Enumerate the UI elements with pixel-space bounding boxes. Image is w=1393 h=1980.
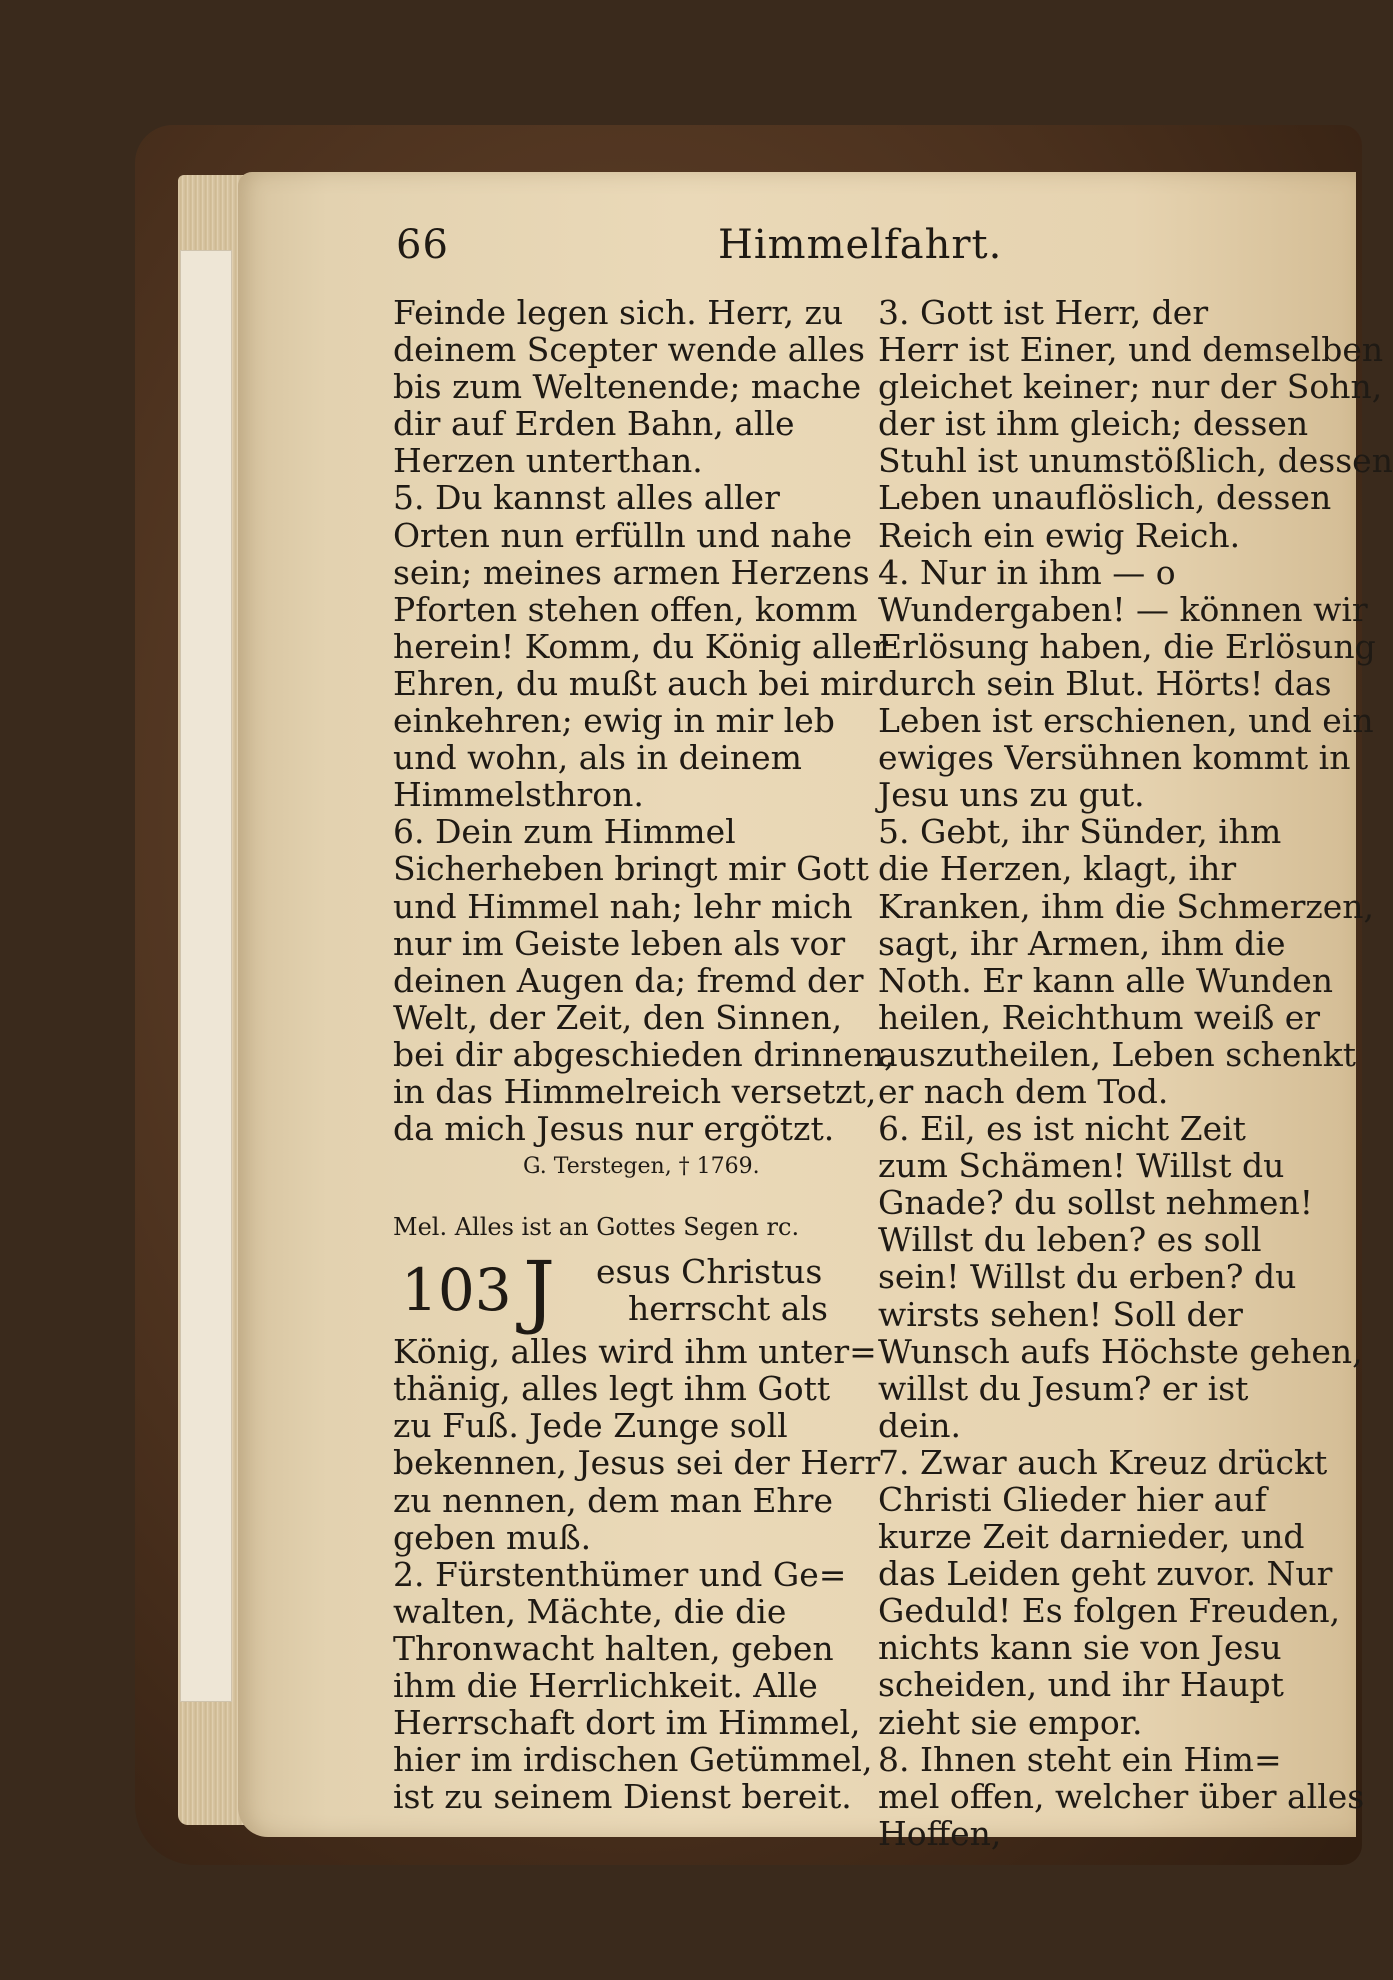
text-line: auszutheilen, Leben schenkt <box>878 1034 1356 1074</box>
text-line: gleichet keiner; nur der Sohn, <box>878 367 1383 407</box>
text-line: Leben unauflöslich, dessen <box>878 478 1332 518</box>
text-line: sagt, ihr Armen, ihm die <box>878 923 1286 963</box>
drop-cap: J <box>523 1244 556 1338</box>
text-line: 5. Gebt, ihr Sünder, ihm <box>878 812 1282 852</box>
text-line: mel offen, welcher über alles <box>878 1776 1365 1816</box>
text-line: ist zu seinem Dienst bereit. <box>393 1777 852 1817</box>
text-line: Christi Glieder hier auf <box>878 1480 1267 1519</box>
text-line: Reich ein ewig Reich. <box>878 515 1241 555</box>
text-line: nur im Geiste leben als vor <box>393 923 846 963</box>
text-line: durch sein Blut. Hörts! das <box>878 663 1332 703</box>
text-line: nichts kann sie von Jesu <box>878 1628 1282 1668</box>
text-line: Noth. Er kann alle Wunden <box>878 960 1334 1000</box>
right-text-block <box>878 293 1393 1853</box>
author-attribution: G. Terstegen, † 1769. <box>523 1154 760 1180</box>
text-line: Gnade? du sollst nehmen! <box>878 1183 1313 1223</box>
text-line: Feinde legen sich. Herr, zu <box>393 293 844 332</box>
page-number: 66 <box>396 222 449 268</box>
running-title: Himmelfahrt. <box>718 222 1003 268</box>
text-line: und Himmel nah; lehr mich <box>393 886 853 926</box>
text-line: deinen Augen da; fremd der <box>393 960 864 1000</box>
text-line: 6. Eil, es ist nicht Zeit <box>878 1109 1246 1149</box>
text-line: Ehren, du mußt auch bei mir <box>393 663 878 703</box>
text-line: heilen, Reichthum weiß er <box>878 997 1321 1037</box>
text-line: Wunsch aufs Höchste gehen, <box>878 1331 1363 1371</box>
text-line: einkehren; ewig in mir leb <box>393 701 835 741</box>
book-page <box>238 172 1393 1853</box>
text-line: Welt, der Zeit, den Sinnen, <box>393 997 843 1037</box>
text-line: ihm die Herrlichkeit. Alle <box>393 1666 818 1705</box>
text-line: Stuhl ist unumstößlich, dessen <box>878 441 1393 481</box>
text-line: Leben ist erschienen, und ein <box>878 701 1374 741</box>
text-line: 7. Zwar auch Kreuz drückt <box>878 1442 1328 1482</box>
text-line: zieht sie empor. <box>878 1702 1143 1742</box>
melody-note: Mel. Alles ist an Gottes Segen rc. <box>393 1213 800 1242</box>
text-line: sein; meines armen Herzens <box>393 552 870 592</box>
text-line: Herzen unterthan. <box>393 441 703 481</box>
right-column <box>878 293 1393 1853</box>
text-line: 3. Gott ist Herr, der <box>878 293 1209 332</box>
text-line: Geduld! Es folgen Freuden, <box>878 1591 1341 1631</box>
text-line: 2. Fürstenthümer und Ge= <box>393 1554 847 1594</box>
text-line: dein. <box>878 1405 961 1445</box>
text-line: er nach dem Tod. <box>878 1071 1169 1111</box>
page-header <box>238 222 1356 282</box>
text-line: in das Himmelreich versetzt, <box>393 1071 877 1111</box>
text-line: bekennen, Jesus sei der Herr <box>393 1443 881 1483</box>
hymn-first-lines <box>588 1253 858 1327</box>
text-line: Orten nun erfülln und nahe <box>393 515 853 555</box>
paper-insert <box>180 250 232 1702</box>
text-line: sein! Willst du erben? du <box>878 1257 1297 1297</box>
text-line: ewiges Versühnen kommt in <box>878 738 1351 778</box>
text-line: zu Fuß. Jede Zunge soll <box>393 1406 788 1446</box>
text-line: bis zum Weltenende; mache <box>393 367 862 407</box>
text-line: 5. Du kannst alles aller <box>393 478 780 518</box>
text-line: 6. Dein zum Himmel <box>393 812 736 852</box>
text-line: Hoffen, <box>878 1813 1002 1853</box>
text-line: walten, Mächte, die die <box>393 1591 787 1631</box>
text-line: 4. Nur in ihm — o <box>878 552 1176 592</box>
text-line: herrscht als <box>628 1289 828 1329</box>
text-line: Thronwacht halten, geben <box>393 1628 834 1668</box>
text-line: dir auf Erden Bahn, alle <box>393 404 795 444</box>
text-line: zum Schämen! Willst du <box>878 1146 1285 1186</box>
hymn-number: 103 <box>401 1256 512 1325</box>
text-line: herein! Komm, du König aller <box>393 626 888 666</box>
text-line: Sicherheben bringt mir Gott <box>393 849 869 889</box>
text-line: geben muß. <box>393 1517 592 1557</box>
text-line: wirsts sehen! Soll der <box>878 1294 1243 1334</box>
text-line: die Herzen, klagt, ihr <box>878 849 1237 889</box>
text-line: scheiden, und ihr Haupt <box>878 1665 1284 1705</box>
text-line: Wundergaben! — können wir <box>878 589 1368 629</box>
text-line: kurze Zeit darnieder, und <box>878 1517 1305 1557</box>
text-line: Kranken, ihm die Schmerzen, <box>878 886 1374 926</box>
text-line: esus Christus <box>596 1252 823 1292</box>
text-line: Jesu uns zu gut. <box>878 775 1145 815</box>
text-line: Pforten stehen offen, komm <box>393 589 858 629</box>
text-line: Erlösung haben, die Erlösung <box>878 626 1376 666</box>
text-line: da mich Jesus nur ergötzt. <box>393 1109 835 1149</box>
text-line: Herrschaft dort im Himmel, <box>393 1703 861 1743</box>
text-line: zu nennen, dem man Ehre <box>393 1480 833 1520</box>
text-line: Willst du leben? es soll <box>878 1220 1262 1260</box>
text-line: Herr ist Einer, und demselben <box>878 330 1384 370</box>
text-line: Himmelsthron. <box>393 775 644 815</box>
text-line: willst du Jesum? er ist <box>878 1368 1249 1408</box>
text-line: 8. Ihnen steht ein Him= <box>878 1739 1282 1779</box>
text-line: König, alles wird ihm unter= <box>393 1332 877 1372</box>
text-line: deinem Scepter wende alles <box>393 330 865 370</box>
text-line: thänig, alles legt ihm Gott <box>393 1369 831 1409</box>
text-line: und wohn, als in deinem <box>393 738 802 778</box>
text-line: hier im irdischen Getümmel, <box>393 1740 873 1780</box>
text-line: das Leiden geht zuvor. Nur <box>878 1554 1333 1594</box>
text-line: der ist ihm gleich; dessen <box>878 404 1309 444</box>
text-line: bei dir abgeschieden drinnen, <box>393 1034 895 1074</box>
